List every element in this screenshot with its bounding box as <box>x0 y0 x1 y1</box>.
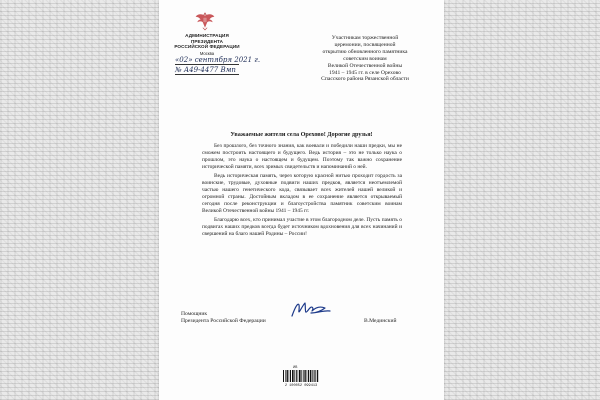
recipient-line: открытию обновленного памятника <box>322 48 408 55</box>
barcode-number: 2 100052 099413 <box>284 384 318 388</box>
body-paragraph: Благодарю всех, кто принимал участие в этом благородном деле. Пусть память о подвигах наших предков всегда будет источником вдохновения для всех начинаний и свершений на благо нашей Родины – России! <box>202 217 402 238</box>
handwritten-signature-icon <box>290 299 332 321</box>
letterhead-title <box>165 33 249 50</box>
signatory-title-line: Президента Российской Федерации <box>181 317 266 324</box>
letter-page <box>159 0 444 400</box>
salutation: Уважаемые жители села Орехово! Дорогие друзья! <box>230 131 373 138</box>
signatory-title <box>181 311 266 325</box>
signatory-title-line: Помощник <box>181 311 208 317</box>
page-number: ИВ <box>293 365 298 369</box>
recipient-line: советским воинам <box>343 55 387 62</box>
letterhead-line: АДМИНИСТРАЦИЯ <box>185 33 229 38</box>
handwritten-number: № А49-4477 Вмп <box>175 66 239 75</box>
barcode-icon <box>283 370 319 382</box>
recipient-line: 1941 – 1945 гг. в селе Орехово <box>329 69 401 76</box>
recipient-line: Участникам торжественной <box>331 35 399 41</box>
letterhead-line: РОССИЙСКОЙ ФЕДЕРАЦИИ <box>174 44 240 50</box>
russian-eagle-icon <box>194 9 216 31</box>
letter-body <box>202 143 402 241</box>
signatory-name: В.Мединский <box>364 318 397 324</box>
recipient-line: Спасского района Рязанской области <box>321 76 409 83</box>
recipient-line: Великой Отечественной войны <box>327 62 403 69</box>
body-paragraph: Без прошлого, без точного знания, как воевали и победили наши предки, мы не сможем построить настоящего и будущего. Ведь история – это не только наука о прошлом, это наука о настоящем и будущем. Поэтому так важно сохранение исторической памяти, всех зримых свидетельств и напоминаний о ней. <box>202 143 402 170</box>
letterhead-city: Москва <box>199 51 215 56</box>
recipient-block <box>291 35 439 83</box>
body-paragraph: Ведь историческая память, через которую красной нитью проходит гордость за воинские, трудовые, духовные подвиги наших предков, является неотъемлемой частью нашего генетического кода, связывает всех жителей нашей великой и огромной страны. Достойным вкладом в ее сохранение является открываемый сегодня после реконструкции и благоустройства памятник советским воинам Великой Отечественной войны 1941 – 1945 гг. <box>202 173 402 214</box>
handwritten-date: «02» сентября 2021 г. <box>175 56 261 64</box>
recipient-line: церемонии, посвященной <box>334 41 396 48</box>
letterhead-line: ПРЕЗИДЕНТА <box>190 38 224 44</box>
